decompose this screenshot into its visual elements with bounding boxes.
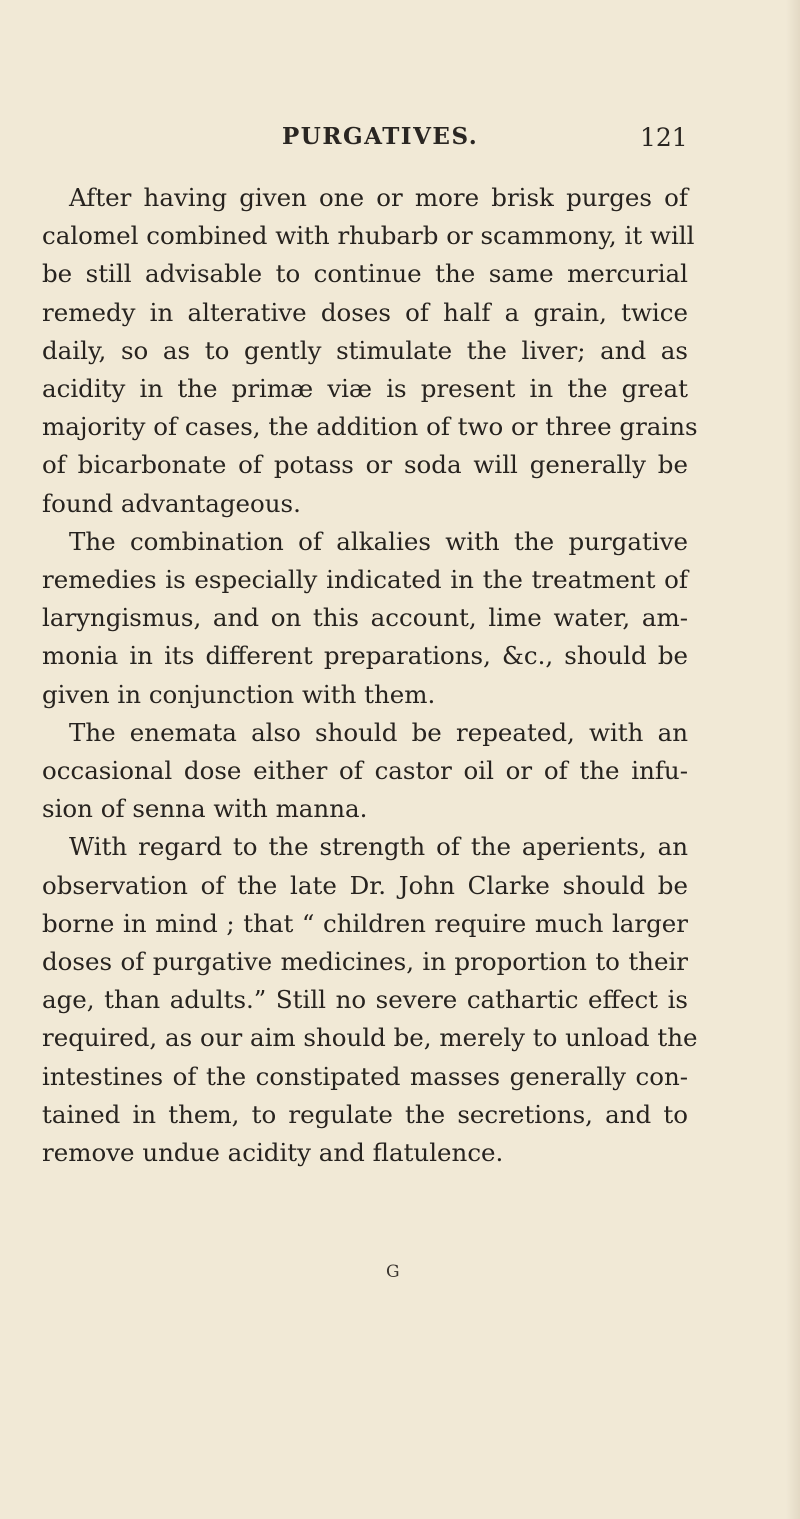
text-line: required, as our aim should be, merely to unload the bbox=[42, 1023, 698, 1053]
text-line: tained in them, to regulate the secretions, and to bbox=[42, 1099, 688, 1129]
text-line: age, than adults.” Still no severe cathartic effect is bbox=[42, 985, 688, 1015]
text-line: be still advisable to continue the same mercurial bbox=[42, 259, 688, 289]
text-line: With regard to the strength of the aperients, an bbox=[69, 832, 688, 862]
running-title: PURGATIVES. bbox=[282, 123, 479, 150]
text-line: calomel combined with rhubarb or scammony, it will bbox=[42, 221, 695, 251]
text-line: observation of the late Dr. John Clarke should be bbox=[42, 870, 688, 900]
text-line: remedy in alterative doses of half a grain, twice bbox=[42, 297, 688, 327]
page-number: 121 bbox=[640, 123, 688, 152]
text-line: majority of cases, the addition of two or three grains bbox=[42, 412, 698, 442]
text-line: sion of senna with manna. bbox=[42, 794, 368, 824]
text-line: occasional dose either of castor oil or of the infu- bbox=[42, 756, 688, 786]
text-line: remedies is especially indicated in the treatment of bbox=[42, 565, 688, 595]
text-line: acidity in the primæ viæ is present in the great bbox=[42, 374, 688, 404]
text-line: found advantageous. bbox=[42, 488, 301, 518]
running-head bbox=[0, 123, 800, 163]
text-line: After having given one or more brisk purges of bbox=[69, 183, 688, 212]
signature-mark: G bbox=[386, 1262, 400, 1282]
text-line: intestines of the constipated masses generally con- bbox=[42, 1061, 688, 1091]
text-line: laryngismus, and on this account, lime water, am- bbox=[42, 603, 688, 633]
text-line: borne in mind ; that “ children require much larger bbox=[42, 908, 688, 938]
text-line: daily, so as to gently stimulate the liver; and as bbox=[42, 335, 688, 365]
text-line: remove undue acidity and flatulence. bbox=[42, 1138, 504, 1168]
body-text bbox=[42, 179, 698, 1172]
page-edge-shadow bbox=[786, 0, 800, 1519]
text-line: The enemata also should be repeated, with an bbox=[69, 717, 688, 747]
text-line: of bicarbonate of potass or soda will generally be bbox=[42, 450, 688, 480]
text-line: doses of purgative medicines, in proportion to their bbox=[42, 947, 688, 977]
text-line: monia in its different preparations, &c., should be bbox=[42, 641, 688, 671]
text-line: The combination of alkalies with the purgative bbox=[69, 526, 688, 556]
text-line: given in conjunction with them. bbox=[42, 679, 436, 709]
